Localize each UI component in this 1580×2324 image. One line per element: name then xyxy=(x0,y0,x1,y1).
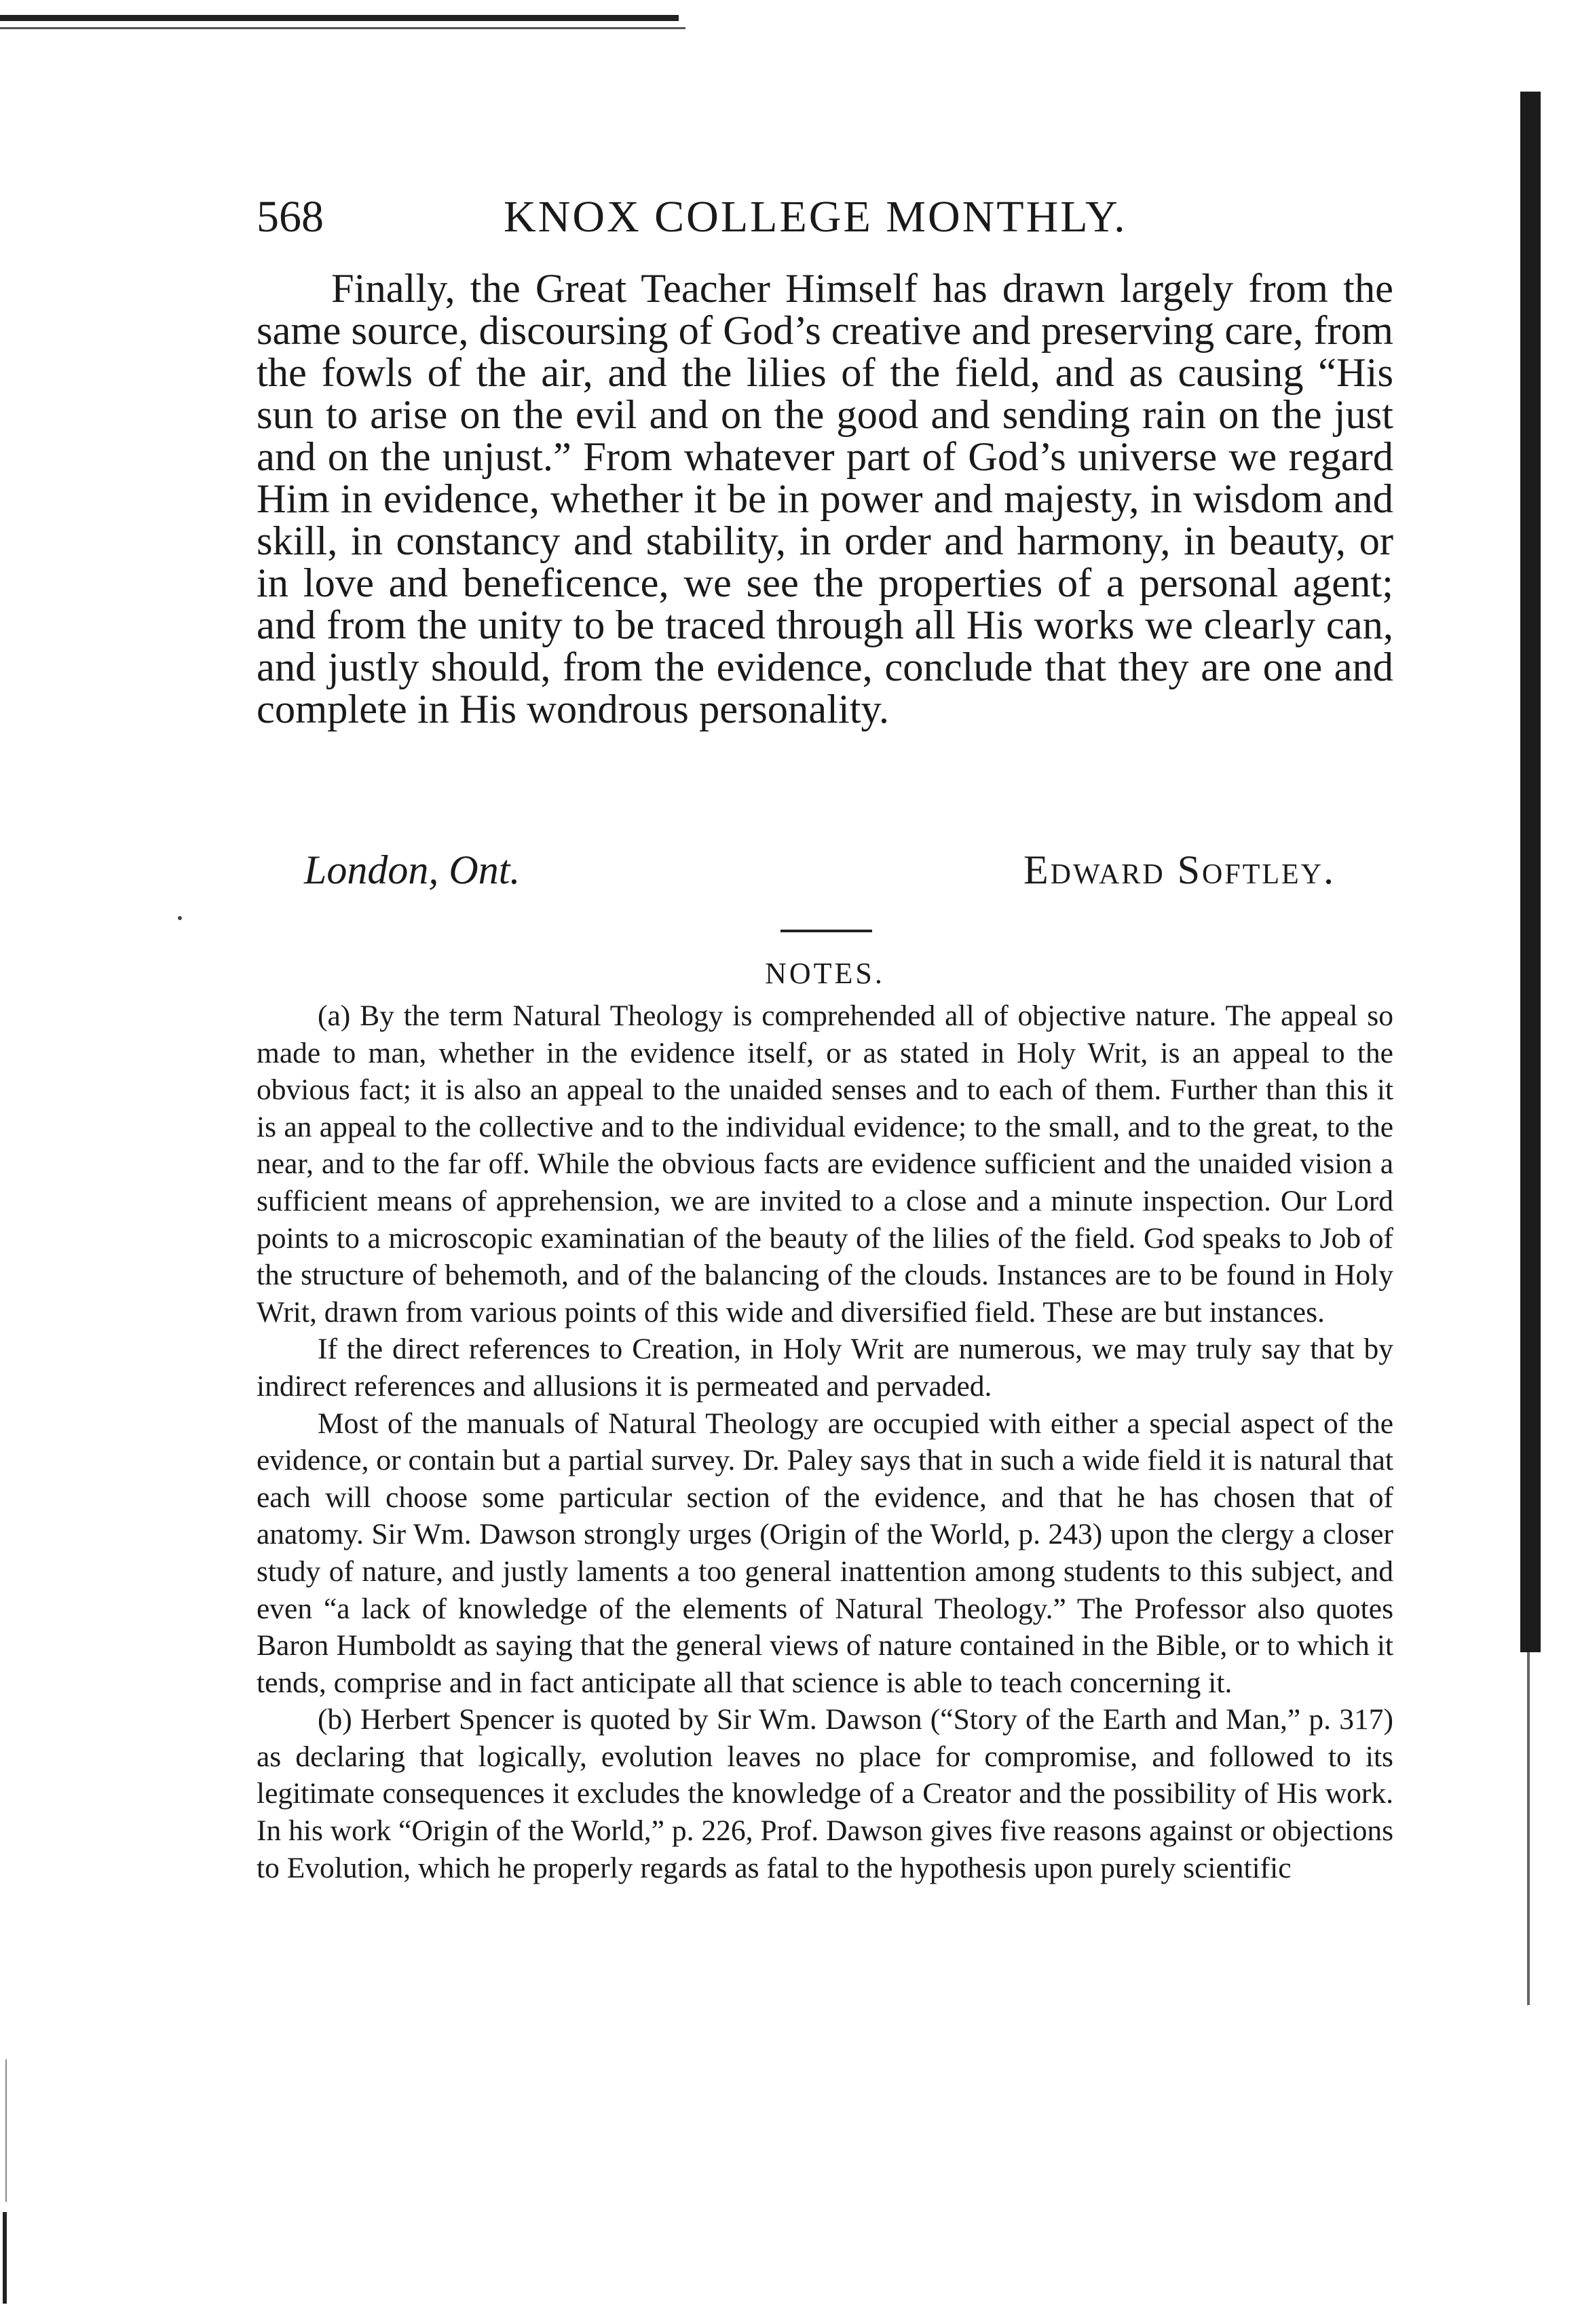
notes-heading: NOTES. xyxy=(765,957,885,990)
scan-left-mark-thin xyxy=(5,2059,7,2202)
note-paragraph-a: (a) By the term Natural Theology is comprehended all of objective nature. The appeal so made to man, whether in the evidence itself, or as stated in Holy Writ, is an appeal to the obvious fact; it is also an appeal to the unaided senses and to each of them. Further than this it is an appeal to the collective and to the individual evidence; to the small, and to the great, to the near, and to the far off. While the obvious facts are evidence sufficient and the unaided vision a sufficient means of apprehension, we are invited to a close and a minute inspection. Our Lord points to a microscopic examinatian of the beauty of the lilies of the field. God speaks to Job of the structure of behemoth, and of the balancing of the clouds. Instances are to be found in Holy Writ, drawn from various points of this wide and diversified field. These are but instances. xyxy=(257,999,1393,1329)
scan-edge-shadow xyxy=(1520,92,1541,1652)
body-paragraph: Finally, the Great Teacher Himself has drawn largely from the same source, discoursing of God’s creative and preserving care, from the fowls of the air, and the lilies of the field, and as causing “His sun to arise on the evil and on the good and sending rain on the just and on the unjust.” From whatever part of God’s universe we regard Him in evidence, whether it be in power and majesty, in wisdom and skill, in constancy and stability, in order and harmony, in beauty, or in love and beneficence, we see the properties of a personal agent; and from the unity to be traced through all His works we clearly can, and justly should, from the evidence, conclude that they are one and complete in His wondrous personality. xyxy=(257,266,1393,732)
running-title: KNOX COLLEGE MONTHLY. xyxy=(504,192,1127,242)
scan-left-mark xyxy=(3,2212,7,2304)
scan-top-rule xyxy=(0,15,679,21)
notes-divider xyxy=(780,930,872,932)
scan-speck xyxy=(178,916,182,920)
page-header xyxy=(257,190,1152,244)
scan-top-rule-thin xyxy=(0,27,685,29)
note-paragraph-direct-references: If the direct references to Creation, in Holy Writ are numerous, we may truly say that by indirect references and allusions it is permeated and pervaded. xyxy=(257,1333,1393,1403)
note-paragraph-b: (b) Herbert Spencer is quoted by Sir Wm. Dawson (“Story of the Earth and Man,” p. 317) as declaring that logically, evolution leaves no place for compromise, and followed to its legitimate consequences it excludes the knowledge of a Creator and the possibility of His work. In his work “Origin of the World,” p. 226, Prof. Dawson gives five reasons against or objections to Evolution, which he properly regards as fatal to the hypothesis upon purely scientific xyxy=(257,1703,1393,1884)
signature-place: London, Ont. xyxy=(304,847,521,892)
notes-section xyxy=(257,997,1393,1886)
note-paragraph-manuals: Most of the manuals of Natural Theology are occupied with either a special aspect of the evidence, or contain but a partial survey. Dr. Paley says that in such a wide field it is natural that each will choose some particular section of the evidence, and that he has chosen that of anatomy. Sir Wm. Dawson strongly urges (Origin of the World, p. 243) upon the clergy a closer study of nature, and justly laments a too general inattention among students to this subject, and even “a lack of knowledge of the elements of Natural Theology.” The Professor also quotes Baron Humboldt as saying that the general views of nature contained in the Bible, or to which it tends, comprise and in fact anticipate all that science is able to teach concerning it. xyxy=(257,1407,1393,1699)
scan-edge-line xyxy=(1527,1652,1530,2005)
signature-line xyxy=(257,843,1393,897)
page-number: 568 xyxy=(257,192,324,242)
signature-author: Edward Softley. xyxy=(1023,847,1336,892)
